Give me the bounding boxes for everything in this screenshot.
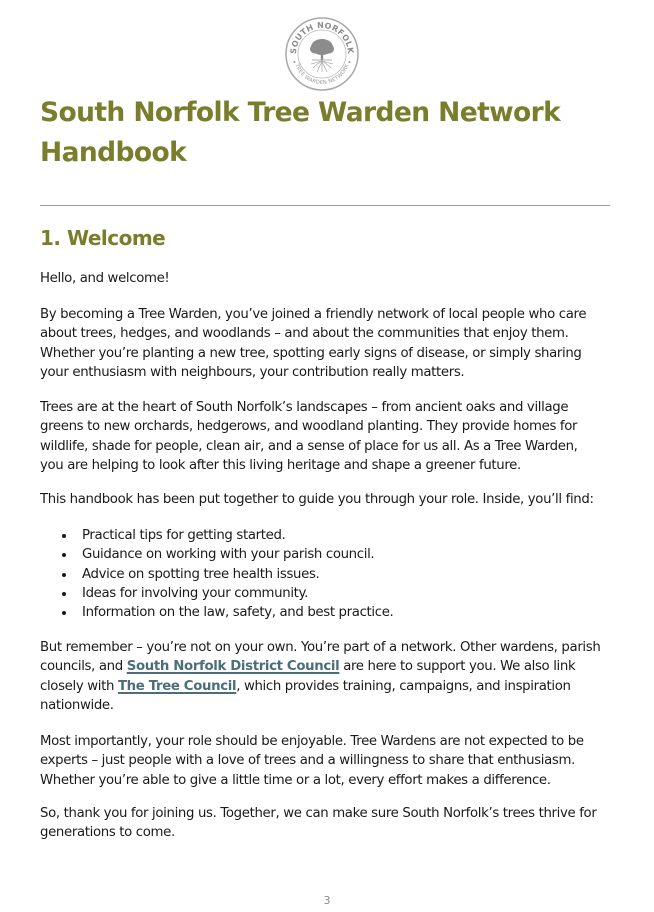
- text-line: Most importantly, your role should be enjoyable. Tree Wardens are not expected to be: [40, 734, 584, 749]
- enjoyable-role-paragraph: [40, 732, 615, 790]
- text-line: nationwide.: [40, 697, 114, 713]
- tree-with-roots-icon: [284, 16, 360, 92]
- list-item: [60, 526, 393, 545]
- text-line: your enthusiasm with neighbours, your contribution really matters.: [40, 364, 465, 380]
- support-network-paragraph: [40, 638, 615, 715]
- text-line: generations to come.: [40, 825, 175, 841]
- bullet-icon: [62, 592, 66, 596]
- text-line: about trees, hedges, and woodlands – and about the communities that enjoy them.: [40, 326, 569, 342]
- list-item-text: Guidance on working with your parish council.: [82, 547, 375, 563]
- section-heading: 1. Welcome: [40, 226, 166, 250]
- list-item-text: Ideas for involving your community.: [82, 585, 309, 601]
- bullet-icon: [62, 534, 66, 538]
- bullet-icon: [62, 611, 66, 615]
- handbook-contents-list: [60, 526, 393, 622]
- svg-text:TREE WARDEN NETWORK: TREE WARDEN NETWORK: [293, 63, 351, 87]
- list-item-text: Information on the law, safety, and best practice.: [82, 605, 394, 621]
- the-tree-council-link[interactable]: The Tree Council: [117, 678, 237, 694]
- title-line-2: Handbook: [40, 137, 187, 168]
- list-item: [60, 545, 393, 564]
- title-line-1: South Norfolk Tree Warden Network: [40, 97, 561, 128]
- text-line: So, thank you for joining us. Together, we can make sure South Norfolk’s trees thrive for: [40, 806, 597, 821]
- text-line: councils, and South Norfolk District Council are here to support you. We also link: [40, 659, 576, 675]
- list-item: [60, 565, 393, 584]
- text-line: By becoming a Tree Warden, you’ve joined a friendly network of local people who care: [40, 307, 587, 322]
- text-line: Whether you’re able to give a little time or a lot, every effort makes a difference.: [40, 772, 551, 788]
- svg-text:SOUTH NORFOLK: SOUTH NORFOLK: [288, 20, 356, 55]
- text-line: wildlife, shade for people, clean air, and a sense of place for us all. As a Tree Warden,: [40, 438, 578, 454]
- list-item-text: Advice on spotting tree health issues.: [82, 566, 320, 582]
- text-line: Whether you’re planting a new tree, spotting early signs of disease, or simply sharing: [40, 345, 582, 361]
- text-line: experts – just people with a love of trees and a willingness to share that enthusiasm.: [40, 753, 575, 769]
- handbook-intro-paragraph: This handbook has been put together to guide you through your role. Inside, you’ll find:: [40, 492, 594, 507]
- thank-you-paragraph: [40, 804, 615, 843]
- text-line: greens to new orchards, hedgerows, and woodland planting. They provide homes for: [40, 419, 578, 435]
- landscape-paragraph: [40, 398, 615, 475]
- text-line: you are helping to look after this living heritage and shape a greener future.: [40, 457, 521, 473]
- intro-paragraph: [40, 305, 615, 382]
- horizontal-divider: [40, 205, 610, 206]
- page-number: 3: [323, 894, 331, 907]
- list-item: [60, 584, 393, 603]
- bullet-icon: [62, 573, 66, 577]
- list-item-text: Practical tips for getting started.: [82, 528, 286, 543]
- text-line: Trees are at the heart of South Norfolk’s landscapes – from ancient oaks and village: [40, 400, 569, 415]
- text-line: closely with The Tree Council, which provides training, campaigns, and inspiration: [40, 678, 571, 694]
- list-item: [60, 603, 393, 622]
- bullet-icon: [62, 553, 66, 557]
- text-line: But remember – you’re not on your own. You’re part of a network. Other wardens, parish: [40, 640, 601, 655]
- greeting-paragraph: Hello, and welcome!: [40, 271, 170, 286]
- document-title: [40, 93, 620, 173]
- south-norfolk-tree-warden-logo: [284, 16, 360, 92]
- south-norfolk-district-council-link[interactable]: South Norfolk District Council: [126, 659, 340, 675]
